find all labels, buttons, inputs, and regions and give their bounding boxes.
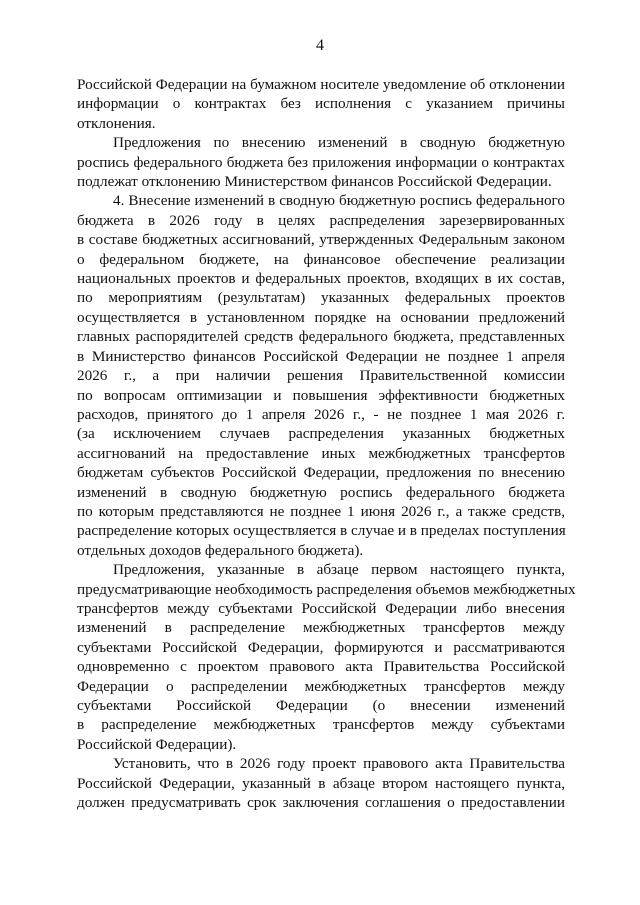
text-line: информации о контрактах без исполнения с указанием причины xyxy=(77,95,565,113)
text-line: по которым представляются не позднее 1 июня 2026 г., а также средств, xyxy=(77,502,565,520)
text-line: Установить, что в 2026 году проект правового акта Правительства xyxy=(113,755,565,773)
text-line: Федерации о распределении межбюджетных трансфертов между xyxy=(77,677,565,695)
document-body xyxy=(77,75,576,812)
paragraph xyxy=(77,75,565,133)
text-line: бюджетам субъектов Российской Федерации, предложения по внесению xyxy=(77,464,565,482)
text-line: ассигнований на предоставление иных межбюджетных трансфертов xyxy=(77,444,565,462)
text-line: по вопросам оптимизации и повышения эффективности бюджетных xyxy=(77,386,565,404)
paragraph xyxy=(77,560,576,754)
text-line: Российской Федерации, указанный в абзаце втором настоящего пункта, xyxy=(77,774,565,792)
text-line: 2026 г., а при наличии решения Правительственной комиссии xyxy=(77,367,565,385)
text-line: Российской Федерации). xyxy=(77,735,237,753)
paragraph xyxy=(77,754,565,812)
text-line: Предложения, указанные в абзаце первом настоящего пункта, xyxy=(113,561,565,579)
text-line: изменений в сводную бюджетную роспись федерального бюджета xyxy=(77,483,565,501)
text-line: национальных проектов и федеральных проектов, входящих в их состав, xyxy=(77,270,565,288)
text-line: распределение которых осуществляется в случае и в пределах поступления xyxy=(77,522,566,540)
text-line: отдельных доходов федерального бюджета). xyxy=(77,541,364,559)
text-line: субъектами Российской Федерации, формируются и рассматриваются xyxy=(77,638,565,656)
text-line: одновременно с проектом правового акта Правительства Российской xyxy=(77,658,565,676)
paragraph xyxy=(77,191,565,560)
text-line: отклонения. xyxy=(77,114,156,132)
paragraph xyxy=(77,133,565,191)
text-line: (за исключением случаев распределения указанных бюджетных xyxy=(77,425,565,443)
text-line: в составе бюджетных ассигнований, утвержденных Федеральным законом xyxy=(77,231,565,249)
text-line: подлежат отклонению Министерством финансов Российской Федерации. xyxy=(77,173,552,191)
text-line: субъектами Российской Федерации (о внесении изменений xyxy=(77,697,565,714)
text-line: предусматривающие необходимость распределения объемов межбюджетных xyxy=(77,580,576,598)
text-line: в распределение межбюджетных трансфертов между субъектами xyxy=(77,716,565,734)
text-line: Предложения по внесению изменений в сводную бюджетную xyxy=(113,134,565,152)
text-line: по мероприятиям (результатам) указанных федеральных проектов xyxy=(77,289,565,307)
text-line: о федеральном бюджете, на финансовое обеспечение реализации xyxy=(77,250,565,268)
text-line: главных распорядителей средств федерального бюджета, представленных xyxy=(77,328,565,346)
text-line: изменений в распределение межбюджетных трансфертов между xyxy=(77,619,565,637)
text-line: Российской Федерации на бумажном носителе уведомление об отклонении xyxy=(77,76,565,93)
text-line: осуществляется в установленном порядке на основании предложений xyxy=(77,308,565,326)
text-line: в Министерство финансов Российской Федерации не позднее 1 апреля xyxy=(77,347,565,365)
text-line: трансфертов между субъектами Российской Федерации либо внесения xyxy=(77,599,565,617)
page-number: 4 xyxy=(316,37,324,54)
text-line: расходов, принятого до 1 апреля 2026 г., - не позднее 1 мая 2026 г. xyxy=(77,405,565,423)
text-line: бюджета в 2026 году в целях распределения зарезервированных xyxy=(77,211,565,229)
text-line: 4. Внесение изменений в сводную бюджетную роспись федерального xyxy=(113,192,565,210)
text-line: роспись федерального бюджета без приложения информации о контрактах xyxy=(77,153,565,171)
text-line: должен предусматривать срок заключения соглашения о предоставлении xyxy=(77,794,565,812)
